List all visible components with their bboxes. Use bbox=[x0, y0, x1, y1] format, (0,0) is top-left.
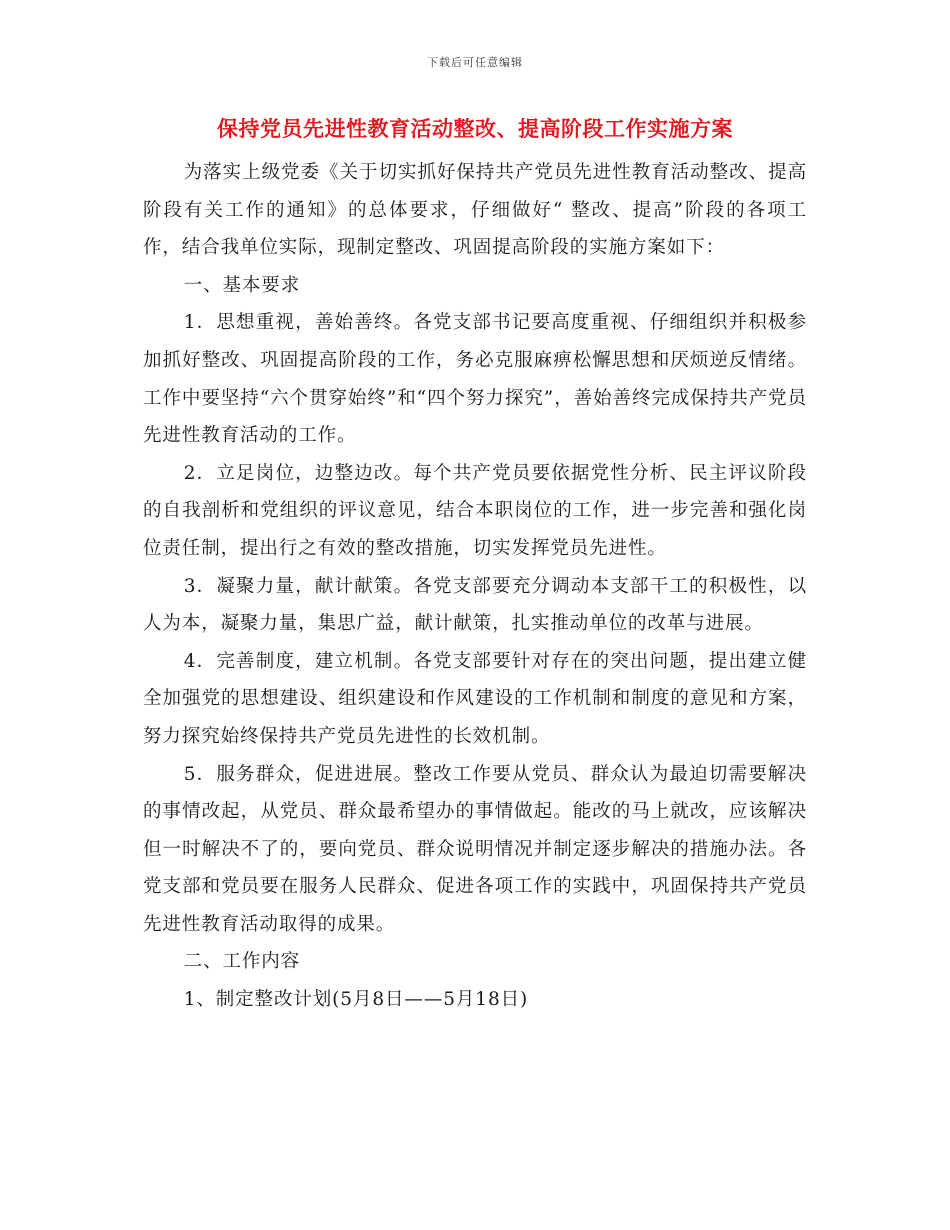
work-item-1: 1、制定整改计划(5月8日——5月18日) bbox=[183, 989, 529, 1011]
requirement-paragraph-2: 2．立足岗位，边整边改。每个共产党员要依据党性分析、民主评议阶段的自我剖析和党组织的评议意见，结合本职岗位的工作，进一步完善和强化岗位责任制，提出行之有效的整改措施，切实发挥党员先进性。 bbox=[143, 462, 807, 559]
requirement-paragraph-5: 5．服务群众，促进进展。整改工作要从党员、群众认为最迫切需要解决的事情改起，从党员、群众最希望办的事情做起。能改的马上就改，应该解决但一时解决不了的，要向党员、群众说明情况并制定逐步解决的措施办法。各党支部和党员要在服务人民群众、促进各项工作的实践中，巩固保持共产党员先进性教育活动取得的成果。 bbox=[143, 763, 807, 935]
section-heading-basic-requirements: 一、基本要求 bbox=[183, 274, 301, 296]
header-note: 下载后可任意编辑 bbox=[427, 56, 523, 69]
requirement-paragraph-3: 3．凝聚力量，献计献策。各党支部要充分调动本支部干工的积极性，以人为本，凝聚力量，集思广益，献计献策，扎实推动单位的改革与进展。 bbox=[143, 575, 807, 635]
intro-paragraph: 为落实上级党委《关于切实抓好保持共产党员先进性教育活动整改、提高阶段有关工作的通知》的总体要求，仔细做好“ 整改、提高”阶段的各项工作，结合我单位实际，现制定整改、巩固提高阶段的实施方案如下： bbox=[143, 162, 807, 259]
section-heading-work-content: 二、工作内容 bbox=[183, 951, 301, 973]
requirement-paragraph-4: 4．完善制度，建立机制。各党支部要针对存在的突出问题，提出建立健全加强党的思想建设、组织建设和作风建设的工作机制和制度的意见和方案，努力探究始终保持共产党员先进性的长效机制。 bbox=[143, 650, 807, 747]
requirement-paragraph-1: 1．思想重视，善始善终。各党支部书记要高度重视、仔细组织并积极参加抓好整改、巩固提高阶段的工作，务必克服麻痹松懈思想和厌烦逆反情绪。工作中要坚持“六个贯穿始终”和“四个努力探究”，善始善终完成保持共产党员先进性教育活动的工作。 bbox=[143, 312, 807, 447]
document-title: 保持党员先进性教育活动整改、提高阶段工作实施方案 bbox=[217, 116, 733, 141]
document-body bbox=[143, 154, 807, 1019]
